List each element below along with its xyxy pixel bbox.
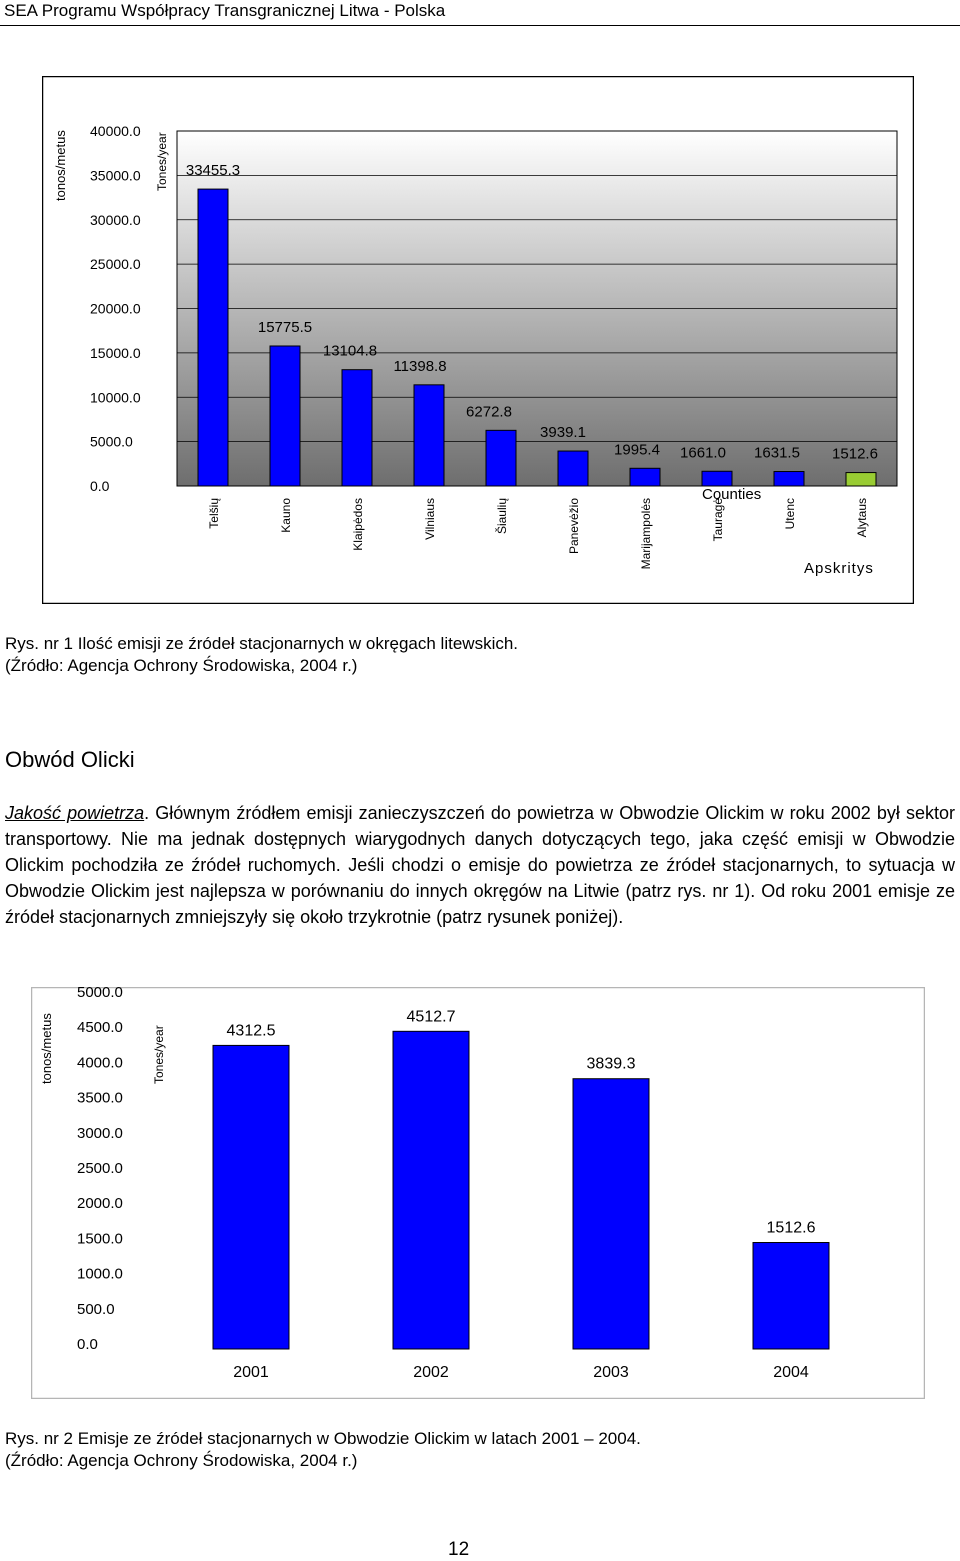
chart2-y-axis-label: tonos/metus	[39, 1013, 54, 1084]
chart1-x-axis-label: Apskritys	[804, 560, 874, 577]
chart1-y-tick-label: 5000.0	[90, 433, 133, 450]
chart1-bar	[846, 473, 876, 486]
body-paragraph	[5, 800, 955, 930]
chart1-value-label: 1631.5	[754, 444, 800, 462]
chart1-category-label: Marijampolės	[639, 498, 653, 570]
chart1-value-label: 1995.4	[614, 441, 660, 459]
figure2-caption	[5, 1428, 641, 1472]
chart1-category-label: Panevėžio	[567, 498, 581, 555]
chart2-value-label: 4512.7	[406, 1008, 456, 1026]
chart1-y-tick-label: 25000.0	[90, 256, 141, 273]
chart1-y-axis-label: tonos/metus	[53, 130, 68, 201]
chart1-y-tick-label: 0.0	[90, 478, 110, 494]
chart1-bar	[486, 430, 516, 486]
chart1-value-label: 1512.6	[832, 445, 878, 463]
chart2-category-label: 2004	[773, 1364, 809, 1381]
figure1-caption-source: (Źródło: Agencja Ochrony Środowiska, 2004 r.)	[5, 656, 358, 675]
chart2-y-tick-label: 1500.0	[77, 1230, 123, 1248]
chart2-category-label: 2002	[413, 1364, 449, 1381]
chart2-category-label: 2003	[593, 1364, 629, 1381]
page-number: 12	[448, 1539, 470, 1560]
chart1-bar	[630, 468, 660, 486]
chart2-y-tick-label: 3000.0	[77, 1124, 123, 1142]
chart1-y-tick-label: 15000.0	[90, 344, 141, 361]
chart1-bar	[414, 385, 444, 486]
chart1-category-label: Klaipėdos	[351, 498, 365, 551]
chart2-bar	[573, 1079, 649, 1349]
page-header	[0, 0, 960, 22]
chart1-y-tick-label: 40000.0	[90, 123, 141, 139]
figure2-caption-line1: Rys. nr 2 Emisje ze źródeł stacjonarnych w Obwodzie Olickim w latach 2001 – 2004.	[5, 1429, 641, 1448]
chart2-value-label: 4312.5	[226, 1022, 276, 1040]
paragraph-lead: Jakość powietrza	[5, 803, 145, 823]
chart1-y-tick-label: 10000.0	[90, 389, 141, 406]
chart1-value-label: 3939.1	[540, 424, 586, 442]
chart1-bar	[198, 189, 228, 486]
chart1-category-label: Kauno	[279, 498, 293, 533]
chart1-category-label: Telšių	[207, 498, 221, 529]
section-title: Obwód Olicki	[5, 747, 135, 772]
chart2-bar	[213, 1045, 289, 1349]
chart1-value-label: 15775.5	[257, 318, 313, 336]
header-divider	[0, 25, 960, 26]
chart2-bar	[393, 1031, 469, 1349]
figure2-caption-source: (Źródło: Agencja Ochrony Środowiska, 2004 r.)	[5, 1451, 358, 1470]
chart2-bar	[753, 1243, 829, 1349]
chart2-y-axis-label-en: Tones/year	[152, 1025, 166, 1084]
chart1-y-tick-label: 20000.0	[90, 300, 141, 317]
chart1-category-label: Vilniaus	[423, 498, 437, 540]
chart2-category-label: 2001	[233, 1364, 269, 1381]
county-emissions-chart	[42, 76, 914, 604]
chart2-y-tick-label: 500.0	[77, 1300, 115, 1318]
chart1-value-label: 11398.8	[393, 357, 447, 375]
chart1-y-axis-label-en: Tones/year	[155, 132, 169, 191]
chart1-category-label: Tauragė	[711, 498, 725, 542]
figure1-caption	[5, 633, 518, 677]
chart1-category-label: Utenc	[783, 498, 797, 530]
chart2-y-tick-label: 4000.0	[77, 1054, 123, 1072]
chart1-x-axis-label-en: Counties	[702, 486, 762, 503]
chart2-value-label: 1512.6	[766, 1219, 816, 1237]
chart1-value-label: 6272.8	[466, 403, 512, 421]
chart1-bar	[774, 472, 804, 486]
chart2-y-tick-label: 2500.0	[77, 1160, 123, 1177]
chart1-category-label: Alytaus	[855, 498, 869, 538]
yearly-emissions-chart-svg	[31, 987, 925, 1399]
chart1-bar	[558, 451, 588, 486]
figure1-caption-line1: Rys. nr 1 Ilość emisji ze źródeł stacjonarnych w okręgach litewskich.	[5, 634, 519, 653]
chart2-y-tick-label: 3500.0	[77, 1089, 123, 1107]
chart2-y-tick-label: 4500.0	[77, 1019, 123, 1037]
chart1-value-label: 13104.8	[322, 342, 378, 360]
chart2-value-label: 3839.3	[586, 1055, 636, 1073]
paragraph-text: . Głównym źródłem emisji zanieczyszczeń do powietrza w Obwodzie Olickim w roku 2002 był sektor transportowy. Nie ma jednak dostępnych wiarygodnych danych dotyczących tego, jaka część emisji w Obwodzie Olickim pochodziła ze źródeł ruchomych. Jeśli chodzi o emisje do powietrza ze źródeł stacjonarnych, to sytuacja w Obwodzie Olickim jest najlepsza w porównaniu do innych okręgów na Litwie (patrz rys. nr 1). Od roku 2001 emisje ze źródeł stacjonarnych zmniejszyły się około trzykrotnie (patrz rysunek poniżej).	[5, 803, 955, 927]
chart2-y-tick-label: 0.0	[77, 1336, 98, 1353]
county-emissions-chart-svg	[42, 76, 914, 604]
chart1-bar	[342, 370, 372, 486]
chart1-y-tick-label: 30000.0	[90, 211, 141, 228]
header-title: SEA Programu Współpracy Transgranicznej Litwa - Polska	[4, 1, 446, 20]
chart1-category-label: Šiaulių	[495, 498, 509, 535]
chart1-bar	[702, 471, 732, 486]
chart1-y-tick-label: 35000.0	[90, 167, 141, 184]
chart1-value-label: 33455.3	[185, 162, 241, 180]
chart2-y-tick-label: 2000.0	[77, 1195, 123, 1213]
chart1-bar	[270, 346, 300, 486]
chart2-y-tick-label: 1000.0	[77, 1265, 123, 1283]
yearly-emissions-chart	[31, 987, 925, 1399]
chart2-y-tick-label: 5000.0	[77, 987, 123, 1001]
chart1-value-label: 1661.0	[680, 444, 726, 462]
